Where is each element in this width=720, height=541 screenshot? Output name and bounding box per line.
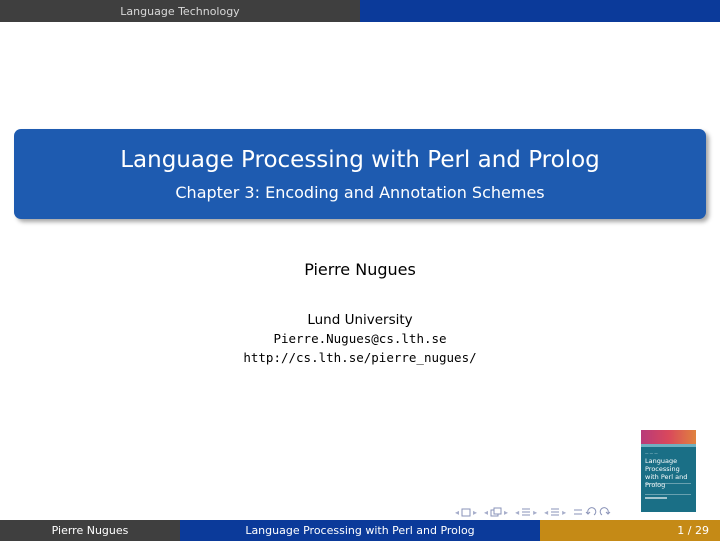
email-address: Pierre.Nugues@cs.lth.se <box>273 331 447 346</box>
headline-right-band <box>360 0 720 22</box>
presentation-subtitle: Chapter 3: Encoding and Annotation Schemes <box>175 183 545 202</box>
cover-color-strip <box>641 430 696 444</box>
search-undo-group <box>573 507 611 517</box>
frame-icon[interactable] <box>490 507 502 517</box>
prev-section-icon[interactable]: ◂ <box>544 507 549 517</box>
footline-bar <box>0 520 720 541</box>
homepage-url: http://cs.lth.se/pierre_nugues/ <box>243 350 477 365</box>
align-icon[interactable] <box>573 507 583 517</box>
cover-edition-mark <box>645 497 667 499</box>
slide-icon[interactable] <box>461 508 471 517</box>
cover-subtitle-rule <box>645 483 691 495</box>
headline-bar <box>0 0 720 22</box>
institution: Lund University <box>307 312 413 328</box>
prev-frame-icon[interactable]: ◂ <box>484 507 489 517</box>
cover-accent-strip <box>641 444 696 447</box>
title-block <box>14 129 706 219</box>
redo-icon[interactable] <box>599 507 611 517</box>
next-subsection-icon[interactable]: ▸ <box>533 507 538 517</box>
next-frame-icon[interactable]: ▸ <box>504 507 509 517</box>
section-icon[interactable] <box>550 507 560 517</box>
next-section-icon[interactable]: ▸ <box>562 507 567 517</box>
prev-subsection-icon[interactable]: ◂ <box>515 507 520 517</box>
cover-author-line: — — — <box>645 451 658 455</box>
section-nav-group <box>544 507 566 517</box>
cover-title: Language Processing with Perl and Prolog <box>645 457 688 489</box>
headline-section: Language Technology <box>0 0 360 22</box>
frame-nav-group <box>484 507 508 517</box>
footline-title: Language Processing with Perl and Prolog <box>180 520 540 541</box>
page-number: 1 / 29 <box>540 520 720 541</box>
next-slide-icon[interactable]: ▸ <box>473 507 478 517</box>
footline-author: Pierre Nugues <box>0 520 180 541</box>
prev-slide-icon[interactable]: ◂ <box>455 507 460 517</box>
undo-icon[interactable] <box>585 507 597 517</box>
slide-nav-group <box>455 508 477 517</box>
subsection-icon[interactable] <box>521 507 531 517</box>
subsection-nav-group <box>515 507 537 517</box>
navigation-symbols <box>455 505 611 519</box>
author-name: Pierre Nugues <box>304 260 416 279</box>
presentation-title: Language Processing with Perl and Prolog <box>120 147 600 173</box>
book-cover-image <box>641 430 696 512</box>
